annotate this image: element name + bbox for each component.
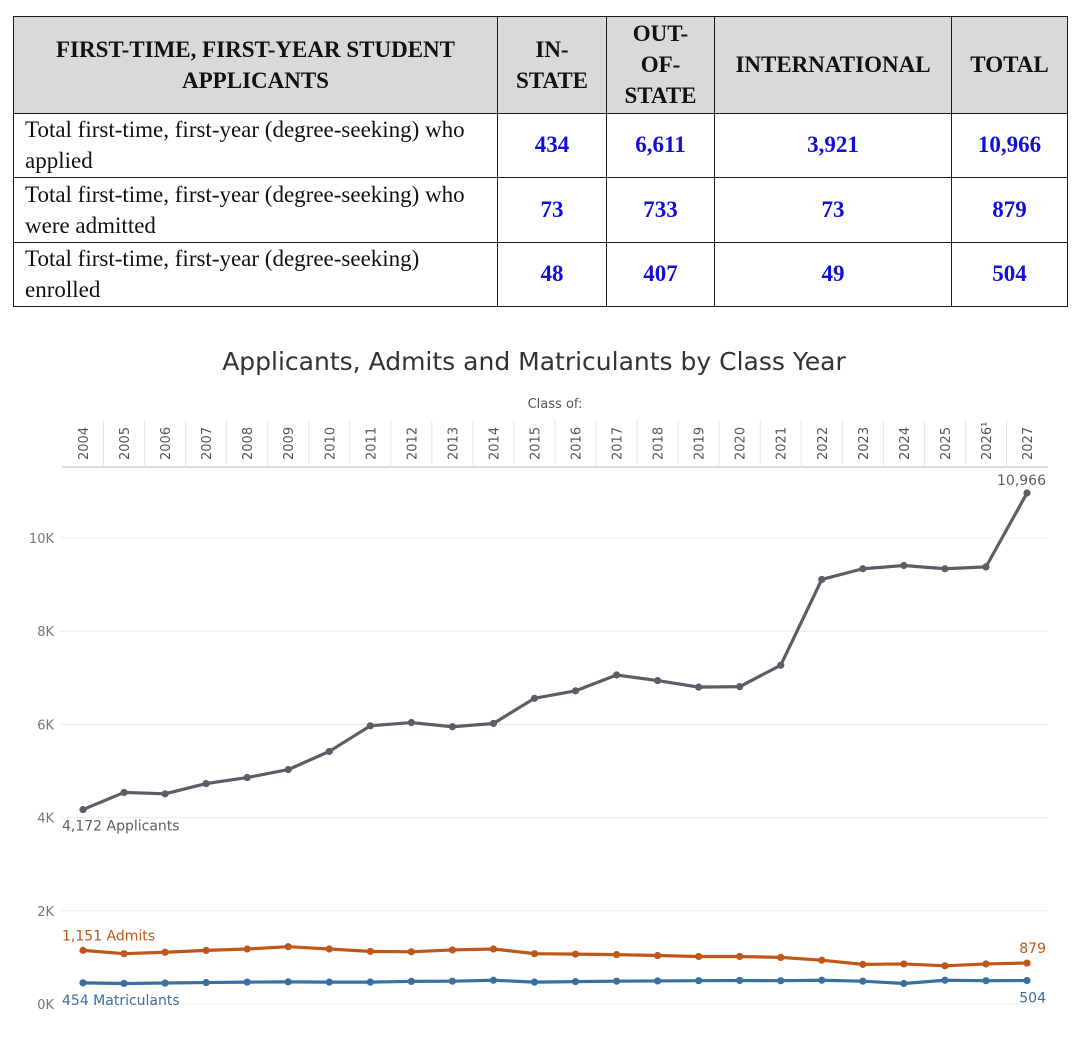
applicants-point [982, 563, 989, 570]
y-tick-label: 2K [37, 904, 54, 920]
admits-point [1023, 959, 1030, 966]
series-layer [79, 489, 1030, 987]
applicants-point [449, 723, 456, 730]
admits-point [695, 953, 702, 960]
applicants-start-label: 4,172 Applicants [62, 818, 180, 835]
applicants-point [490, 720, 497, 727]
row-label: Total first-time, first-year (degree-seeking) enrolled [14, 242, 498, 306]
admissions-table [13, 16, 1068, 307]
admits-point [408, 948, 415, 955]
x-tick-label: 2018 [651, 426, 667, 460]
header-applicants: FIRST-TIME, FIRST-YEAR STUDENT APPLICANTS [14, 17, 498, 114]
header-in-state: IN-STATE [498, 17, 607, 114]
y-tick-label: 10K [28, 532, 54, 547]
matriculants-point [777, 977, 784, 984]
applicants-point [79, 806, 86, 813]
matriculants-point [531, 978, 538, 985]
x-tick-label: 2026¹ [979, 421, 995, 460]
table-row [14, 113, 1068, 177]
matriculants-point [285, 978, 292, 985]
admits-point [161, 949, 168, 956]
series-labels [62, 473, 1046, 1009]
grid [60, 538, 1048, 1004]
admits-point [572, 951, 579, 958]
admits-line [83, 947, 1027, 966]
matriculants-point [941, 977, 948, 984]
matriculants-point [161, 979, 168, 986]
x-tick-label: 2015 [528, 426, 544, 460]
cell-in-state: 434 [498, 113, 607, 177]
applicants-point [613, 671, 620, 678]
admits-point [244, 945, 251, 952]
matriculants-point [367, 978, 374, 985]
applicants-point [367, 722, 374, 729]
admits-point [490, 945, 497, 952]
x-tick-label: 2007 [200, 426, 216, 460]
applicants-point [941, 565, 948, 572]
applicants-point [777, 662, 784, 669]
row-label: Total first-time, first-year (degree-seeking) who were admitted [14, 178, 498, 242]
admits-start-label: 1,151 Admits [62, 928, 156, 945]
applicants-end-label: 10,966 [997, 472, 1046, 489]
x-tick-label: 2006 [159, 426, 175, 460]
x-tick-label: 2005 [118, 426, 134, 460]
matriculants-point [449, 978, 456, 985]
table-header-row [14, 17, 1068, 114]
applicants-point [161, 790, 168, 797]
x-tick-label: 2023 [856, 426, 872, 460]
matriculants-point [859, 978, 866, 985]
cell-total: 879 [952, 178, 1068, 242]
cell-out-of-state: 6,611 [607, 113, 715, 177]
cell-total: 10,966 [952, 113, 1068, 177]
chart-subtitle: Class of: [527, 397, 583, 412]
matriculants-point [572, 978, 579, 985]
header-out-of-state: OUT-OF-STATE [607, 17, 715, 114]
matriculants-point [490, 977, 497, 984]
matriculants-point [408, 978, 415, 985]
applicants-point [244, 774, 251, 781]
y-axis [29, 532, 55, 1013]
applicants-point [695, 684, 702, 691]
table-row [14, 178, 1068, 242]
admits-point [449, 946, 456, 953]
y-tick-label: 6K [37, 718, 54, 734]
x-tick-label: 2014 [487, 426, 503, 460]
matriculants-point [244, 978, 251, 985]
x-tick-label: 2027 [1021, 426, 1036, 460]
matriculants-point [982, 977, 989, 984]
cell-international: 73 [715, 178, 952, 242]
matriculants-point [654, 977, 661, 984]
cell-international: 3,921 [715, 113, 952, 177]
admits-point [367, 948, 374, 955]
header-international: INTERNATIONAL [715, 17, 952, 114]
x-tick-label: 2022 [815, 426, 831, 460]
applicants-point [736, 683, 743, 690]
y-tick-label: 4K [37, 811, 54, 827]
applicants-point [120, 789, 127, 796]
admits-point [531, 950, 538, 957]
admits-point [900, 960, 907, 967]
applicants-point [900, 562, 907, 569]
matriculants-point [900, 980, 907, 987]
x-axis [62, 420, 1048, 467]
cell-international: 49 [715, 242, 952, 306]
admits-point [736, 953, 743, 960]
x-tick-label: 2009 [282, 426, 298, 460]
applicants-point [203, 780, 210, 787]
matriculants-end-label: 504 [1019, 990, 1046, 1007]
matriculants-point [1023, 977, 1030, 984]
y-tick-label: 0K [37, 998, 54, 1013]
admits-point [941, 962, 948, 969]
applicants-point [818, 576, 825, 583]
matriculants-line [83, 980, 1027, 983]
x-tick-label: 2004 [77, 426, 92, 460]
y-tick-label: 8K [37, 625, 54, 641]
x-tick-label: 2010 [323, 426, 339, 460]
x-tick-label: 2008 [241, 426, 257, 460]
admits-point [203, 947, 210, 954]
admits-point [777, 954, 784, 961]
admits-point [613, 951, 620, 958]
matriculants-point [120, 980, 127, 987]
cell-in-state: 48 [498, 242, 607, 306]
x-tick-label: 2011 [364, 426, 380, 460]
applicants-line [83, 493, 1027, 810]
cell-out-of-state: 733 [607, 178, 715, 242]
matriculants-start-label: 454 Matriculants [62, 992, 180, 1009]
x-tick-label: 2012 [405, 426, 421, 460]
x-tick-label: 2021 [774, 426, 790, 460]
cell-out-of-state: 407 [607, 242, 715, 306]
applicants-point [285, 766, 292, 773]
table-row [14, 242, 1068, 306]
applicants-point [859, 565, 866, 572]
admits-point [982, 960, 989, 967]
cell-total: 504 [952, 242, 1068, 306]
matriculants-point [695, 977, 702, 984]
cell-in-state: 73 [498, 178, 607, 242]
applicants-point [408, 719, 415, 726]
admits-end-label: 879 [1019, 941, 1046, 958]
matriculants-point [818, 977, 825, 984]
admits-point [120, 950, 127, 957]
x-tick-label: 2019 [692, 426, 708, 460]
applicants-point [326, 748, 333, 755]
admits-point [326, 945, 333, 952]
admits-point [79, 947, 86, 954]
applicants-point [531, 695, 538, 702]
matriculants-point [326, 978, 333, 985]
admits-point [285, 943, 292, 950]
line-chart [0, 320, 1080, 1042]
x-tick-label: 2020 [733, 426, 749, 460]
header-total: TOTAL [952, 17, 1068, 114]
matriculants-point [79, 979, 86, 986]
applicants-point [654, 677, 661, 684]
matriculants-point [613, 978, 620, 985]
applicants-point [1023, 489, 1030, 496]
x-tick-label: 2017 [610, 426, 626, 460]
x-tick-label: 2024 [897, 426, 913, 460]
x-tick-label: 2013 [446, 426, 462, 460]
matriculants-point [736, 977, 743, 984]
row-label: Total first-time, first-year (degree-seeking) who applied [14, 113, 498, 177]
admits-point [818, 957, 825, 964]
applicants-point [572, 687, 579, 694]
chart-title: Applicants, Admits and Matriculants by Class Year [222, 347, 846, 376]
matriculants-point [203, 979, 210, 986]
x-tick-label: 2025 [938, 426, 954, 460]
admits-point [859, 961, 866, 968]
x-tick-label: 2016 [569, 426, 585, 460]
admits-point [654, 952, 661, 959]
